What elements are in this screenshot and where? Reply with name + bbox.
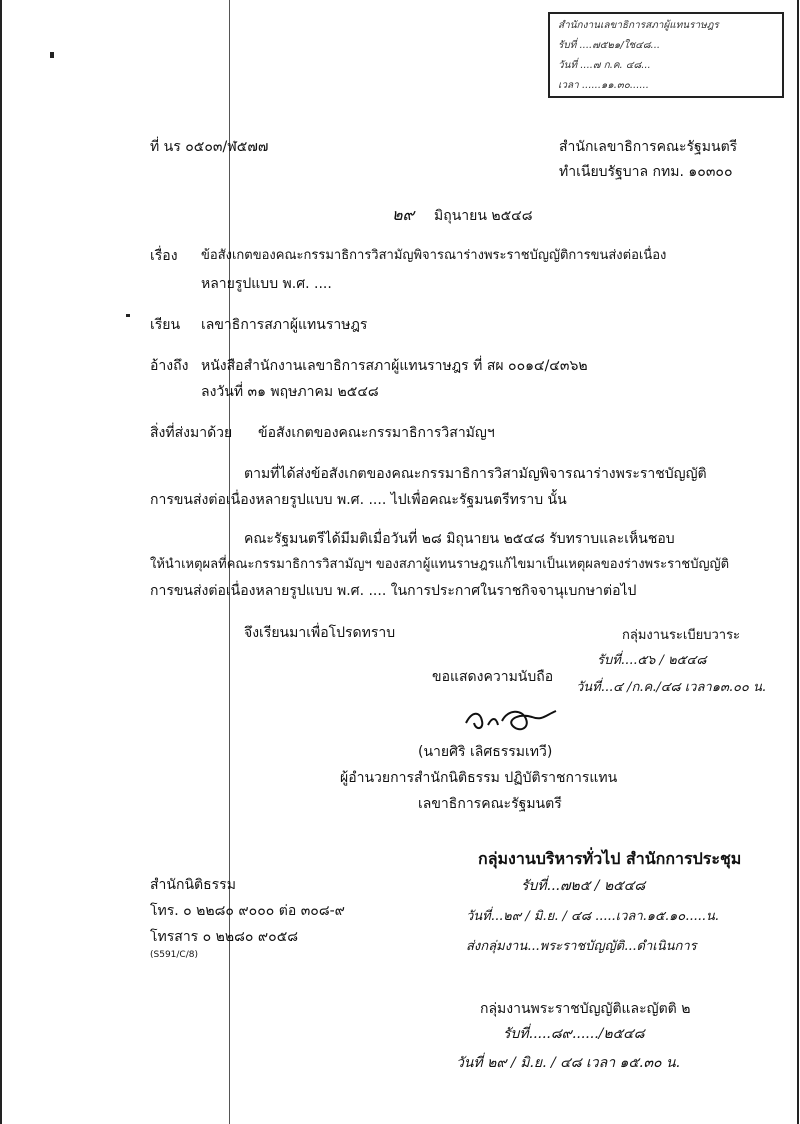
bill-group-title: กลุ่มงานพระราชบัญญัติและญัตติ ๒ [480,1001,691,1017]
reference-line-2: ลงวันที่ ๓๑ พฤษภาคม ๒๕๔๘ [201,384,379,400]
stamp-time: เวลา ......๑๑.๓๐...... [558,80,649,91]
body-para1-line2: การขนส่งต่อเนื่องหลายรูปแบบ พ.ศ. .... ไปเพื่อคณะรัฐมนตรีทราบ นั้น [150,492,567,508]
received-stamp-box [548,12,784,98]
footer-division: สำนักนิติธรรม [150,877,236,893]
admin-group-received: รับที่...๗๒๕ / ๒๕๔๘ [521,878,646,894]
date-day: ๒๙ [392,205,415,224]
admin-group-title: กลุ่มงานบริหารทั่วไป สำนักการประชุม [478,849,742,868]
footer-phone: โทร. ๐ ๒๒๘๐ ๙๐๐๐ ต่อ ๓๐๘-๙ [150,903,345,919]
subject-line-1: ข้อสังเกตของคณะกรรมาธิการวิสามัญพิจารณาร่างพระราชบัญญัติการขนส่งต่อเนื่อง [201,248,667,263]
office-address: ทำเนียบรัฐบาล กทม. ๑๐๓๐๐ [559,164,733,180]
footer-fax: โทรสาร ๐ ๒๒๘๐ ๙๐๕๘ [150,929,299,945]
signer-name: (นายศิริ เลิศธรรมเทวี) [418,744,553,760]
regards-text: ขอแสดงความนับถือ [432,669,554,685]
reference-line-1: หนังสือสำนักงานเลขาธิการสภาผู้แทนราษฎร ที่ สผ ๐๐๑๔/๔๓๖๒ [201,358,588,374]
reference-label: อ้างถึง [150,358,189,374]
office-name: สำนักเลขาธิการคณะรัฐมนตรี [559,139,738,155]
body-para2-line1: คณะรัฐมนตรีได้มีมติเมื่อวันที่ ๒๘ มิถุนายน ๒๕๔๘ รับทราบและเห็นชอบ [244,531,675,547]
closing-text: จึงเรียนมาเพื่อโปรดทราบ [244,625,396,641]
footer-code: (S591/C/8) [150,950,198,960]
scan-speck [126,314,130,317]
stamp-date: วันที่ ....๗ ก.ค. ๔๘... [558,60,651,71]
agenda-group-datetime: วันที่...๔ /ก.ค./๔๘ เวลา๑๓.๐๐ น. [576,680,767,695]
subject-label: เรื่อง [150,248,178,264]
bill-group-received: รับที่.....๘๙....../๒๕๔๘ [503,1026,645,1042]
signer-position-1: ผู้อำนวยการสำนักนิติธรรม ปฏิบัติราชการแทน [340,770,618,786]
scan-speck [50,52,54,58]
admin-group-datetime: วันที่...๒๙ / มิ.ย. / ๔๘ .....เวลา.๑๕.๑๐.....น. [466,909,719,924]
subject-line-2: หลายรูปแบบ พ.ศ. .... [201,276,332,292]
body-para2-line2: ให้นำเหตุผลที่คณะกรรมาธิการวิสามัญฯ ของสภาผู้แทนราษฎรแก้ไขมาเป็นเหตุผลของร่างพระราชบัญญัติ [150,557,730,572]
scan-edge-right [797,0,799,1124]
body-para2-line3: การขนส่งต่อเนื่องหลายรูปแบบ พ.ศ. .... ในการประกาศในราชกิจจานุเบกษาต่อไป [150,583,637,599]
date-month-year: มิถุนายน ๒๕๔๘ [434,208,533,224]
addressee-text: เลขาธิการสภาผู้แทนราษฎร [201,317,368,333]
handwritten-signature [462,705,562,735]
addressee-label: เรียน [150,317,181,333]
stamp-received-no: รับที่ ....๗๕๒๑/ใช๔๘... [558,40,661,51]
enclosure-label: สิ่งที่ส่งมาด้วย [150,425,233,441]
admin-group-forward: ส่งกลุ่มงาน...พระราชบัญญัติ...ดำเนินการ [466,939,697,954]
body-para1-line1: ตามที่ได้ส่งข้อสังเกตของคณะกรรมาธิการวิสามัญพิจารณาร่างพระราชบัญญัติ [244,466,707,482]
bill-group-datetime: วันที่ ๒๙ / มิ.ย. / ๔๘ เวลา ๑๕.๓๐ น. [456,1055,681,1071]
agenda-group-title: กลุ่มงานระเบียบวาระ [622,628,741,643]
scan-edge-left [0,0,2,1124]
signer-position-2: เลขาธิการคณะรัฐมนตรี [418,796,562,812]
enclosure-text: ข้อสังเกตของคณะกรรมาธิการวิสามัญฯ [258,425,495,441]
agenda-group-received: รับที่....๕๖ / ๒๕๔๘ [597,653,707,668]
reference-number: ที่ นร ๐๕๐๓/ฬ๕๗๗ [150,139,269,155]
stamp-office: สำนักงานเลขาธิการสภาผู้แทนราษฎร [558,20,719,31]
